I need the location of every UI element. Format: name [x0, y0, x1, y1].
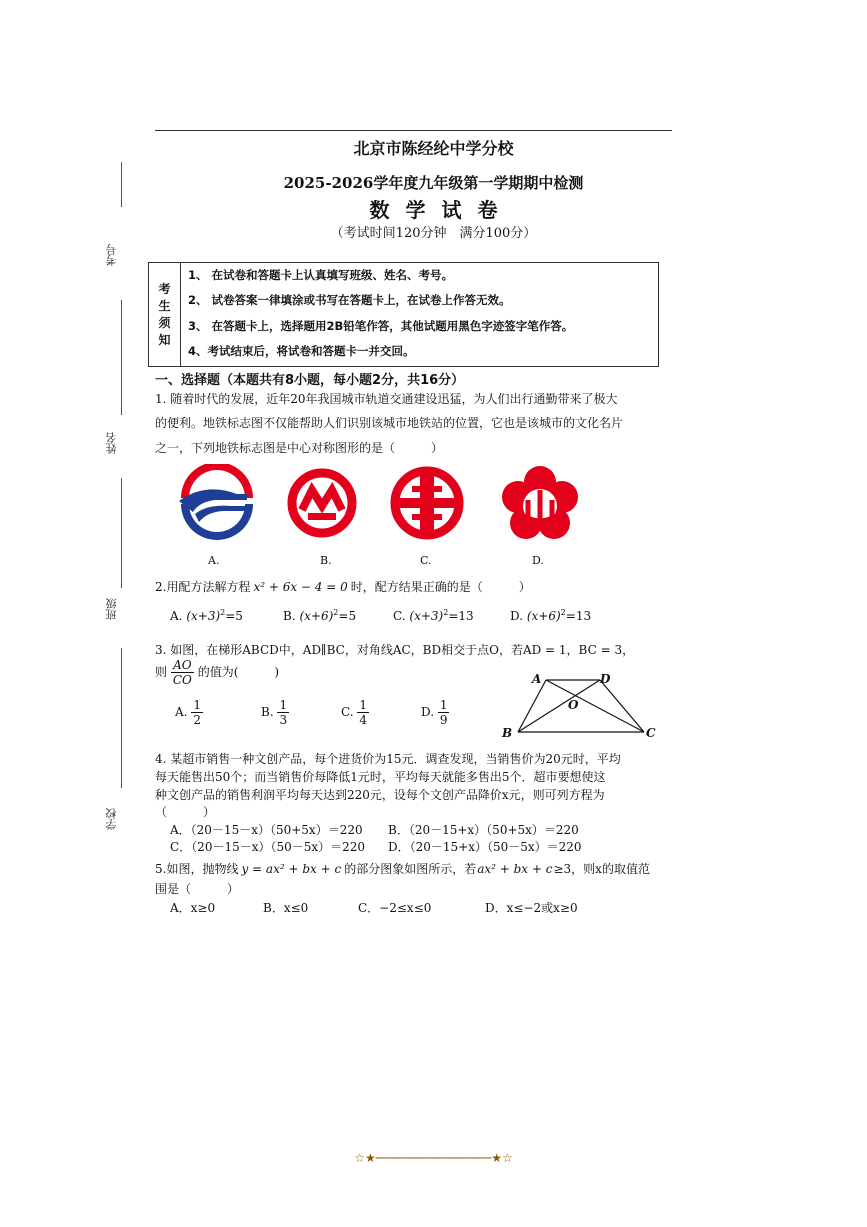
q1-option-d: D. [532, 554, 544, 567]
q4-line: 种文创产品的销售利润平均每天达到220元，设每个文创产品降价x元，则可列方程为 [155, 788, 605, 802]
margin-label-class: 班级 [105, 598, 118, 620]
q1-line: 之一，下列地铁标志图是中心对称图形的是（ ） [155, 441, 444, 455]
metro-logo-a [175, 464, 259, 544]
notice-heading-char: 考 [158, 281, 171, 296]
q4-line: 每天能售出50个；而当销售价每降低1元时，平均每天就能多售出5个．超市要想使这 [155, 770, 606, 784]
q1-option-b: B. [320, 554, 332, 567]
metro-logo-c [390, 466, 464, 540]
metro-logo-d [502, 466, 578, 542]
footer-ornament: ☆★────────────────★☆ [354, 1151, 513, 1165]
q1-line: 的便利。地铁标志图不仅能帮助人们识别该城市地铁站的位置，它也是该城市的文化名片 [155, 416, 624, 430]
q5-option-d: D．x≤−2或x≥0 [485, 901, 578, 915]
notice-heading-char: 生 [158, 298, 171, 313]
margin-line [121, 162, 122, 207]
top-rule [155, 130, 672, 131]
time-info: （考试时间120分钟 满分100分） [330, 226, 537, 241]
q2-option-c: C. $(x+3)^2=13$ [393, 608, 474, 623]
q3-option-c: C. $\frac{1}{4}$ [341, 698, 368, 727]
school-name: 北京市陈经纶中学分校 [353, 139, 514, 158]
q3-option-a: A. $\frac{1}{2}$ [175, 698, 201, 727]
section-heading: 一、选择题（本题共有8小题，每小题2分，共16分） [155, 373, 465, 388]
notice-item: 2、 试卷答案一律填涂或书写在答题卡上，在试卷上作答无效。 [188, 293, 511, 307]
margin-line [121, 478, 122, 588]
q5-option-c: C．−2≤x≤0 [358, 901, 432, 915]
q4-option-a: A．（20－15－x）（50+5x）＝220 [170, 823, 363, 837]
q4-line: 4. 某超市销售一种文创产品，每个进货价为15元．调查发现，当销售价为20元时，平均 [155, 752, 621, 766]
q5-line: 围是（ ） [155, 882, 240, 896]
q3-fraction: $\frac{AO}{CO}$ [172, 658, 192, 687]
notice-box [148, 262, 659, 367]
notice-item: 3、 在答题卡上，选择题用2B铅笔作答，其他试题用黑色字迹签字笔作答。 [188, 319, 574, 333]
point-d-label: D [600, 672, 611, 686]
q2-stem [155, 578, 531, 595]
q4-option-b: B．（20－15+x）（50+5x）＝220 [388, 823, 579, 837]
q2-option-b: B. $(x+6)^2=5$ [283, 608, 357, 623]
q4-option-d: D．（20－15+x）（50－5x）＝220 [388, 840, 582, 854]
margin-label-school: 学校 [105, 808, 118, 830]
q3-option-b: B. $\frac{1}{3}$ [261, 698, 288, 727]
notice-heading [149, 263, 181, 366]
q3-option-d: D. $\frac{1}{9}$ [421, 698, 448, 727]
q5-line: 5.如图，抛物线 y = ax² + bx + c 的部分图象如图所示，若ax² + bx + c≥3，则x的取值范 [155, 862, 650, 876]
notice-heading-char: 须 [158, 315, 171, 330]
margin-label-exam-no: 考号 [105, 244, 118, 266]
q2-option-d: D. $(x+6)^2=13$ [510, 608, 592, 623]
point-b-label: B [502, 726, 513, 740]
q1-option-c: C. [420, 554, 432, 567]
exam-title: 2025-2026学年度九年级第一学期期中检测 [283, 174, 584, 192]
q2-option-a: A. $(x+3)^2=5$ [170, 608, 243, 623]
margin-line [121, 300, 122, 415]
q1-option-a: A. [208, 554, 220, 567]
q5-option-b: B．x≤0 [263, 901, 309, 915]
subject-title: 数学试卷 [369, 198, 514, 222]
notice-item: 1、 在试卷和答题卡上认真填写班级、姓名、考号。 [188, 268, 454, 282]
metro-logo-b [286, 466, 358, 540]
q4-option-c: C．（20－15－x）（50－5x）＝220 [170, 840, 366, 854]
point-a-label: A [532, 672, 542, 686]
q3-ask: 则 $\frac{AO}{CO}$ 的值为( ) [155, 658, 280, 687]
q2-stem-a: 2.用配方法解方程 [155, 580, 251, 594]
q2-stem-b: 时，配方结果正确的是（ ） [350, 580, 531, 594]
margin-line [121, 648, 122, 788]
q5-option-a: A．x≥0 [170, 901, 216, 915]
point-c-label: C [646, 726, 656, 740]
notice-heading-char: 知 [158, 332, 171, 347]
q2-equation: x² + 6x − 4 = 0 [253, 580, 348, 594]
q1-line: 1. 随着时代的发展，近年20年我国城市轨道交通建设迅猛，为人们出行通勤带来了极大 [155, 392, 618, 406]
q3-line: 3. 如图，在梯形ABCD中，AD∥BC，对角线AC，BD相交于点O，若AD = 1，BC = 3， [155, 643, 635, 657]
notice-item: 4、考试结束后，将试卷和答题卡一并交回。 [188, 344, 415, 358]
point-o-label: O [568, 698, 579, 712]
q4-line: （ ） [155, 805, 216, 819]
margin-label-name: 姓名 [105, 432, 118, 454]
trapezoid-diagram [496, 668, 666, 744]
